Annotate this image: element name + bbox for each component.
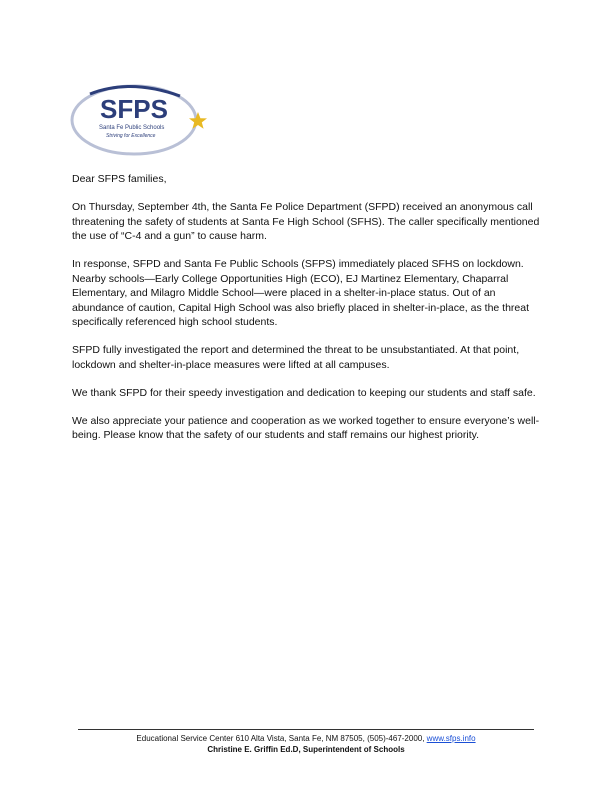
letter-paragraph: On Thursday, September 4th, the Santa Fe Police Department (SFPD) received an anonymous call threatening the safety of students at Santa Fe High School (SFHS). The caller specifically mentioned the use of “C-4 and a gun” to cause harm. [72, 201, 540, 242]
letter-paragraph: SFPD fully investigated the report and determined the threat to be unsubstantiated. At that point, lockdown and shelter-in-place measures were lifted at all campuses. [72, 344, 520, 371]
star-icon [189, 112, 207, 129]
logo-tagline: Striving for Excellence [106, 133, 156, 139]
footer [78, 729, 534, 755]
logo-school-name: Santa Fe Public Schools [99, 125, 165, 131]
website-link[interactable]: www.sfps.info [426, 734, 476, 743]
sfps-logo [70, 82, 215, 157]
letter-body [72, 172, 542, 456]
letter-paragraph: We thank SFPD for their speedy investigation and dedication to keeping our students and staff safe. [72, 386, 536, 399]
superintendent-signature: Christine E. Griffin Ed.D, Superintendent of Schools [207, 745, 405, 754]
logo-wordmark: SFPS [100, 94, 168, 124]
letter-paragraph: We also appreciate your patience and cooperation as we worked together to ensure everyone’s well-being. Please know that the safety of our students and staff remains our highest priority. [72, 414, 540, 441]
letter-paragraph: In response, SFPD and Santa Fe Public Schools (SFPS) immediately placed SFHS on lockdown. Nearby schools—Early College Opportunities High (ECO), EJ Martinez Elementary, Chaparral Elementary, and Milagro Middle School—were placed in a shelter-in-place status. Out of an abundance of caution, Capital High School was also briefly placed in shelter-in-place, as the threat specifically referenced high school students. [72, 258, 530, 328]
greeting: Dear SFPS families, [72, 173, 167, 185]
footer-address: Educational Service Center 610 Alta Vista, Santa Fe, NM 87505, (505)-467-2000, [136, 734, 427, 743]
footer-address-line [78, 733, 534, 744]
